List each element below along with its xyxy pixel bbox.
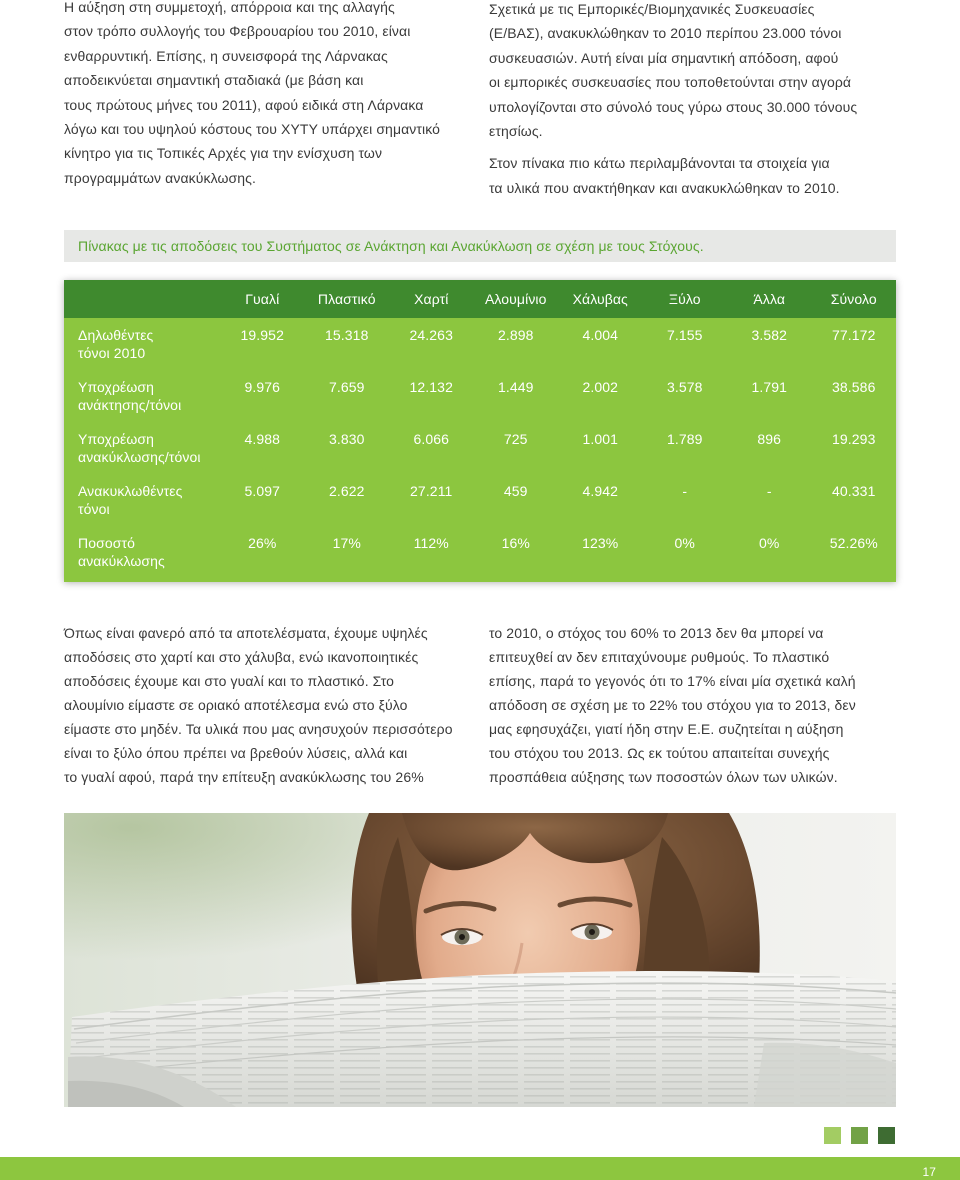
text-line: επιτευχθεί αν δεν επιταχύνουμε ρυθμούς. Το πλαστικό <box>489 649 830 665</box>
table-cell: 0% <box>674 535 695 551</box>
intro-right-column <box>489 0 857 200</box>
text-line: κίνητρο για τις Τοπικές Αρχές για την ενίσχυση των <box>64 145 383 162</box>
table-cell: 2.898 <box>497 327 534 343</box>
table-header-corner <box>64 280 220 318</box>
table-cell: 19.293 <box>832 431 876 447</box>
row-label <box>64 526 220 578</box>
table-cell: 0% <box>759 535 780 551</box>
row-label-line: ανακύκλωσης/τόνοι <box>78 449 201 465</box>
table-cell: 112% <box>413 535 449 551</box>
row-declared-tonnes <box>64 318 896 370</box>
photo-girl-behind-newspapers <box>64 813 896 1107</box>
table-cell: 9.976 <box>244 379 281 395</box>
text-line: αποδεικνύεται σημαντική σταδιακά (με βάση και <box>64 72 364 89</box>
photo <box>64 813 896 1107</box>
table-cell: 123% <box>582 535 619 551</box>
table-cell: 4.004 <box>582 327 619 343</box>
column-header-paper: Χαρτί <box>414 291 449 307</box>
row-label <box>64 370 220 422</box>
column-header-steel: Χάλυβας <box>572 291 628 307</box>
table-cell: 12.132 <box>409 379 453 395</box>
table-cell: 15.318 <box>325 327 369 343</box>
row-recycling-rate <box>64 526 896 578</box>
text-line: αποδόσεις στο χαρτί και στο χάλυβα, ενώ ικανοποιητικές <box>64 649 419 665</box>
text-line: Η αύξηση στη συμμετοχή, απόρροια και της αλλαγής <box>64 0 395 15</box>
text-line: του στόχου του 2013. Ως εκ τούτου απαιτείται συνεχής <box>489 745 830 761</box>
table-cell: 24.263 <box>409 327 453 343</box>
text-line: αλουμίνιο είμαστε σε οριακό αποτέλεσμα ενώ στο ξύλο <box>64 697 408 713</box>
intro-left-column <box>64 0 440 190</box>
table-cell: 26% <box>248 535 277 551</box>
row-recycled-tonnes <box>64 474 896 526</box>
column-header-plastic: Πλαστικό <box>317 291 376 307</box>
text-line: απόδοση σε σχέση με το 22% του στόχου για το 2013, δεν <box>489 697 856 713</box>
text-line: επίσης, παρά το γεγονός ότι το 17% είναι μία σχετικά καλή <box>489 673 856 689</box>
table-caption: Πίνακας με τις αποδόσεις του Συστήματος σε Ανάκτηση και Ανακύκλωση σε σχέση με τους Στόχους. <box>64 230 896 262</box>
conclusion-left-column <box>64 621 453 789</box>
footer-band <box>0 1157 960 1180</box>
table-cell: 459 <box>503 483 528 499</box>
row-label <box>64 474 220 526</box>
table-cell: 1.789 <box>666 431 703 447</box>
row-label-line: Υποχρέωση <box>78 431 155 447</box>
column-header-total: Σύνολο <box>830 291 877 307</box>
table-cell: - <box>766 483 772 499</box>
text-line: το 2010, ο στόχος του 60% το 2013 δεν θα μπορεί να <box>489 625 824 641</box>
text-line: υπολογίζονται στο σύνολό τους γύρω στους 30.000 τόνους <box>489 98 858 115</box>
table-cell: 16% <box>501 535 530 551</box>
table-cell: 40.331 <box>832 483 876 499</box>
table-cell: 896 <box>757 431 782 447</box>
text-line: προγραμμάτων ανακύκλωσης. <box>64 169 256 186</box>
text-line: ενθαρρυντική. Επίσης, η συνεισφορά της Λάρνακας <box>64 47 388 64</box>
text-line: (Ε/ΒΑΣ), ανακυκλώθηκαν το 2010 περίπου 23.000 τόνοι <box>489 25 842 42</box>
table-cell: 1.001 <box>582 431 619 447</box>
paragraph <box>489 0 857 143</box>
text-line: είμαστε στο μηδέν. Τα υλικά που μας ανησυχούν περισσότερο <box>64 721 453 737</box>
table-cell: 1.449 <box>497 379 534 395</box>
table-cell: 4.942 <box>582 483 619 499</box>
table-cell: 7.659 <box>328 379 365 395</box>
table-cell: 1.791 <box>751 379 788 395</box>
table-cell: 17% <box>332 535 361 551</box>
table-cell: 3.578 <box>666 379 703 395</box>
text-line: αποδόσεις έχουμε και στο γυαλί και το πλαστικό. Στο <box>64 673 395 689</box>
table-cell: - <box>682 483 688 499</box>
row-label-line: Ποσοστό <box>78 535 135 551</box>
table-cell: 4.988 <box>244 431 281 447</box>
column-header-aluminium: Αλουμίνιο <box>484 291 547 307</box>
row-label <box>64 422 220 474</box>
text-line: Σχετικά με τις Εμπορικές/Βιομηχανικές Συσκευασίες <box>489 1 815 17</box>
text-line: Στον πίνακα πιο κάτω περιλαμβάνονται τα στοιχεία για <box>489 155 830 172</box>
text-line: μας εφησυχάζει, γιατί ήδη στην Ε.Ε. συζητείται η αύξηση <box>489 721 844 737</box>
text-line: προσπάθεια αύξησης των ποσοστών όλων των υλικών. <box>489 769 838 785</box>
table-cell: 2.622 <box>328 483 365 499</box>
row-label-line: ανάκτησης/τόνοι <box>78 397 182 413</box>
table-cell: 5.097 <box>244 483 281 499</box>
column-header-glass: Γυαλί <box>245 291 280 307</box>
text-line: το γυαλί αφού, παρά την επίτευξη ανακύκλωσης του 26% <box>64 769 424 785</box>
text-line: λόγω και του υψηλού κόστους του ΧΥΤΥ υπάρχει σημαντικό <box>64 120 441 137</box>
text-line: τα υλικά που ανακτήθηκαν και ανακυκλώθηκαν το 2010. <box>489 179 840 196</box>
row-label-line: Υποχρέωση <box>78 379 155 395</box>
row-label <box>64 318 220 370</box>
table-header-row <box>64 280 896 318</box>
row-label-line: τόνοι 2010 <box>78 345 146 361</box>
text-line: συσκευασιών. Αυτή είναι μία σημαντική απόδοση, αφού <box>489 49 839 66</box>
results-table <box>64 280 896 582</box>
decorative-square-dark <box>878 1127 895 1144</box>
table-cell: 3.830 <box>328 431 365 447</box>
table-cell: 2.002 <box>582 379 619 395</box>
row-label-line: Ανακυκλωθέντες <box>78 483 183 499</box>
column-header-other: Άλλα <box>753 291 786 307</box>
text-line: τους πρώτους μήνες του 2011), αφού ειδικά στη Λάρνακα <box>64 96 424 113</box>
text-line: Όπως είναι φανερό από τα αποτελέσματα, έχουμε υψηλές <box>64 625 428 641</box>
column-header-wood: Ξύλο <box>668 291 701 307</box>
decorative-square-medium <box>851 1127 868 1144</box>
row-recycling-obligation <box>64 422 896 474</box>
table-cell: 3.582 <box>751 327 788 343</box>
table-cell: 77.172 <box>832 327 876 343</box>
row-label-line: ανακύκλωσης <box>78 553 165 569</box>
text-line: ετησίως. <box>489 122 543 139</box>
row-recovery-obligation <box>64 370 896 422</box>
row-label-line: τόνοι <box>78 501 110 517</box>
table-cell: 38.586 <box>832 379 876 395</box>
table-cell: 6.066 <box>413 431 450 447</box>
text-line: οι εμπορικές συσκευασίες που τοποθετούνται στην αγορά <box>489 74 852 91</box>
table-cell: 7.155 <box>666 327 703 343</box>
text-line: στον τρόπο συλλογής του Φεβρουαρίου του 2010, είναι <box>64 23 411 40</box>
row-label-line: Δηλωθέντες <box>78 327 154 343</box>
table-cell: 27.211 <box>410 483 453 499</box>
paragraph <box>489 151 857 200</box>
conclusion-right-column <box>489 621 856 789</box>
page-number: 17 <box>922 1165 936 1179</box>
table-cell: 725 <box>503 431 528 447</box>
table-cell: 52.26% <box>829 535 878 551</box>
table-cell: 19.952 <box>240 327 284 343</box>
decorative-square-light <box>824 1127 841 1144</box>
text-line: είναι το ξύλο όπου πρέπει να βρεθούν λύσεις, αλλά και <box>64 745 408 761</box>
